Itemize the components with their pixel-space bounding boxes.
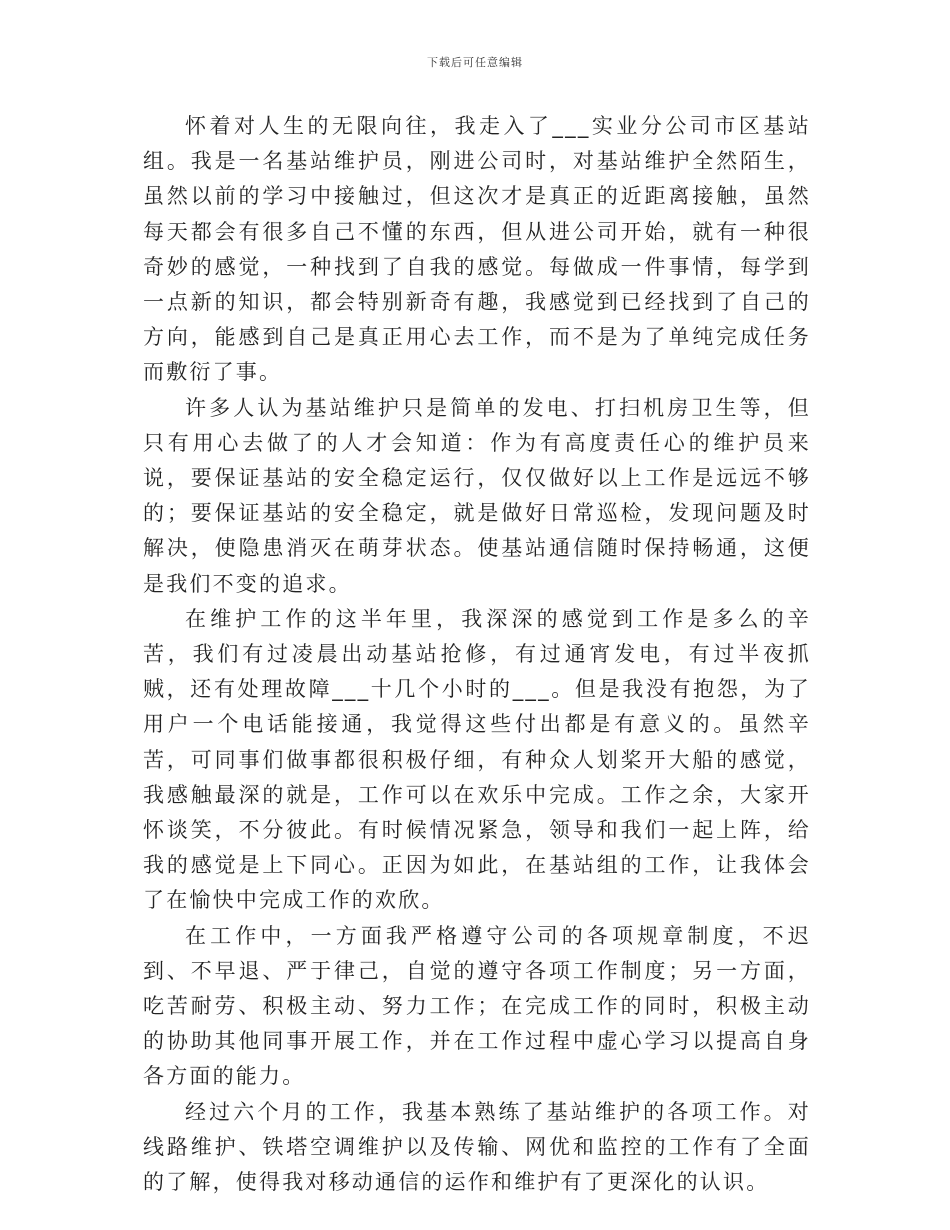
header-note: 下载后可任意编辑 [427, 56, 523, 69]
paragraph-3: 在维护工作的这半年里，我深深的感觉到工作是多么的辛苦，我们有过凌晨出动基站抢修，有过通宵发电，有过半夜抓贼，还有处理故障___十几个小时的___。但是我没有抱怨，为了用户一个电话能接通，我觉得这些付出都是有意义的。虽然辛苦，可同事们做事都很积极仔细，有种众人划桨开大船的感觉，我感触最深的就是，工作可以在欢乐中完成。工作之余，大家开怀谈笑，不分彼此。有时候情况紧急，领导和我们一起上阵，给我的感觉是上下同心。正因为如此，在基站组的工作，让我体会了在愉快中完成工作的欢欣。 [143, 606, 811, 913]
paragraph-1: 怀着对人生的无限向往，我走入了___实业分公司市区基站组。我是一名基站维护员，刚进公司时，对基站维护全然陌生，虽然以前的学习中接触过，但这次才是真正的近距离接触，虽然每天都会有很多自己不懂的东西，但从进公司开始，就有一种很奇妙的感觉，一种找到了自我的感觉。每做成一件事情，每学到一点新的知识，都会特别新奇有趣，我感觉到已经找到了自己的方向，能感到自己是真正用心去工作，而不是为了单纯完成任务而敷衍了事。 [143, 114, 811, 385]
paragraph-2: 许多人认为基站维护只是简单的发电、打扫机房卫生等，但只有用心去做了的人才会知道：作为有高度责任心的维护员来说，要保证基站的安全稳定运行，仅仅做好以上工作是远远不够的；要保证基站的安全稳定，就是做好日常巡检，发现问题及时解决，使隐患消灭在萌芽状态。使基站通信随时保持畅通，这便是我们不变的追求。 [143, 395, 811, 596]
document-body [143, 109, 811, 1200]
paragraph-5: 经过六个月的工作，我基本熟练了基站维护的各项工作。对线路维护、铁塔空调维护以及传输、网优和监控的工作有了全面的了解，使得我对移动通信的运作和维护有了更深化的认识。 [143, 1099, 811, 1195]
paragraph-4: 在工作中，一方面我严格遵守公司的各项规章制度，不迟到、不早退、严于律己，自觉的遵守各项工作制度；另一方面，吃苦耐劳、积极主动、努力工作；在完成工作的同时，积极主动的协助其他同事开展工作，并在工作过程中虚心学习以提高自身各方面的能力。 [143, 923, 811, 1089]
